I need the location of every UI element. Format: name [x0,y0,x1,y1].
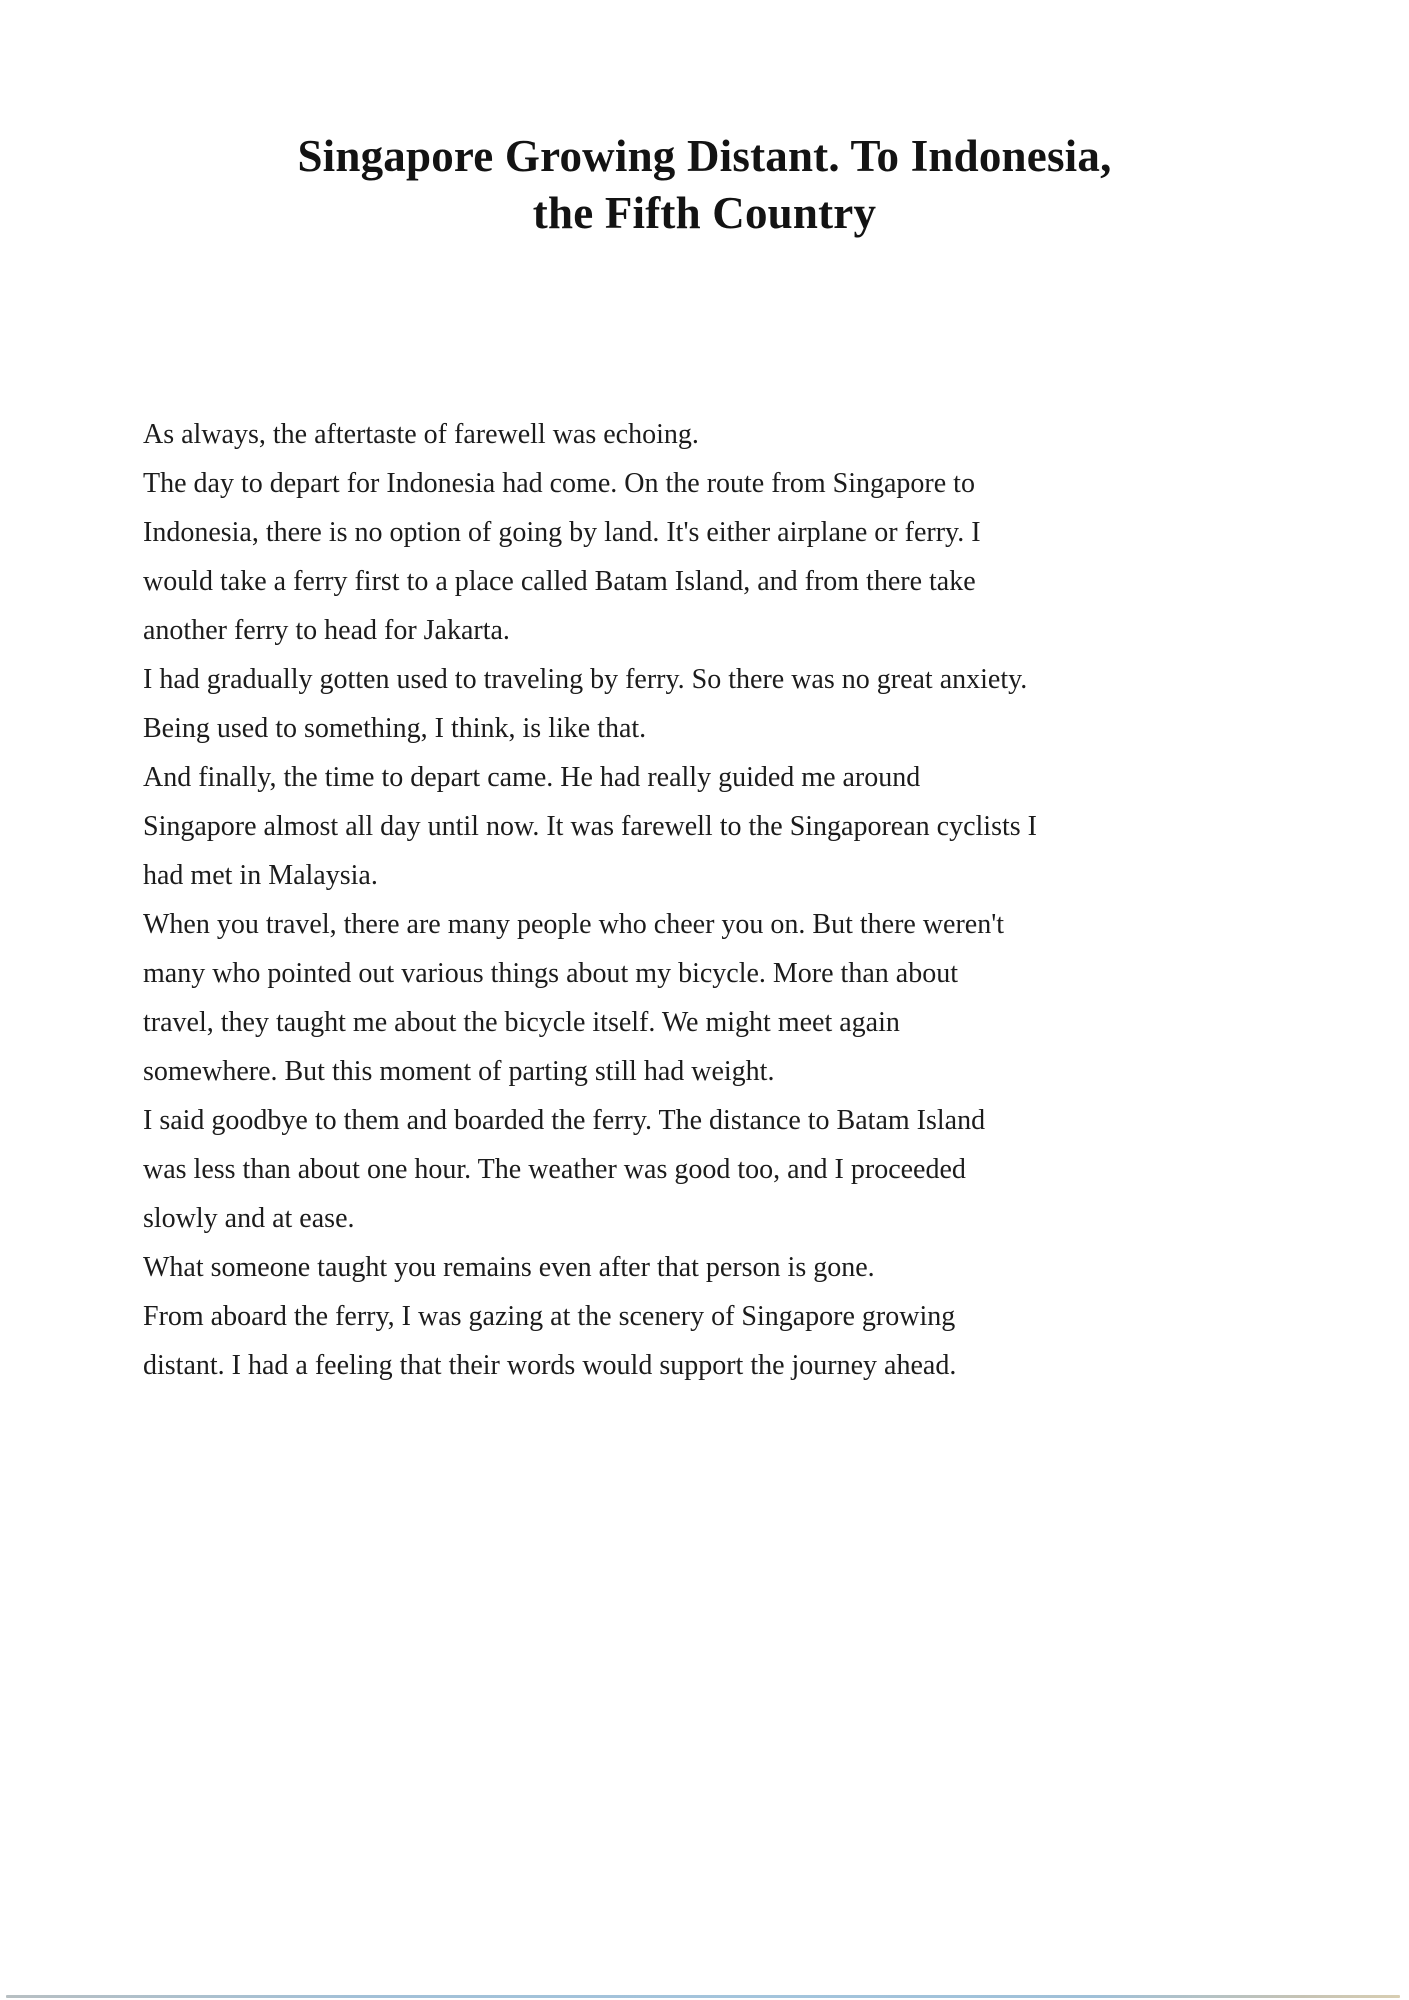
paragraph [143,410,1266,459]
text-line: I had gradually gotten used to traveling by ferry. So there was no great anxiety. [143,664,1028,696]
paragraph [143,459,1266,655]
text-line: would take a ferry first to a place called Batam Island, and from there take [143,566,976,598]
text-line: And finally, the time to depart came. He had really guided me around [143,762,921,794]
text-line: I said goodbye to them and boarded the ferry. The distance to Batam Island [143,1105,986,1137]
text-line: From aboard the ferry, I was gazing at the scenery of Singapore growing [143,1301,956,1333]
article-body [143,410,1266,1390]
text-line: Being used to something, I think, is like that. [143,713,647,745]
text-line: distant. I had a feeling that their words would support the journey ahead. [143,1350,957,1382]
paragraph [143,753,1266,900]
text-line: slowly and at ease. [143,1203,355,1235]
text-line: another ferry to head for Jakarta. [143,615,510,647]
page-title [143,30,1266,242]
text-line: somewhere. But this moment of parting still had weight. [143,1056,775,1088]
text-line: was less than about one hour. The weather was good too, and I proceeded [143,1154,966,1186]
article-content [143,30,1266,1390]
text-line: Singapore almost all day until now. It was farewell to the Singaporean cyclists I [143,811,1037,843]
paragraph [143,1243,1266,1292]
text-line: many who pointed out various things about my bicycle. More than about [143,958,958,990]
text-line: As always, the aftertaste of farewell was echoing. [143,419,699,451]
page-title-line-1: Singapore Growing Distant. To Indonesia, [297,131,1112,182]
paragraph [143,1292,1266,1390]
paragraph [143,900,1266,1096]
page-title-line-2: the Fifth Country [532,188,877,239]
text-line: had met in Malaysia. [143,860,378,892]
text-line: What someone taught you remains even after that person is gone. [143,1252,875,1284]
text-line: When you travel, there are many people who cheer you on. But there weren't [143,909,1005,941]
text-line: The day to depart for Indonesia had come. On the route from Singapore to [143,468,975,500]
text-line: travel, they taught me about the bicycle itself. We might meet again [143,1007,900,1039]
bottom-divider [6,1995,1400,1998]
paragraph [143,1096,1266,1243]
text-line: Indonesia, there is no option of going by land. It's either airplane or ferry. I [143,517,981,549]
paragraph [143,655,1266,753]
